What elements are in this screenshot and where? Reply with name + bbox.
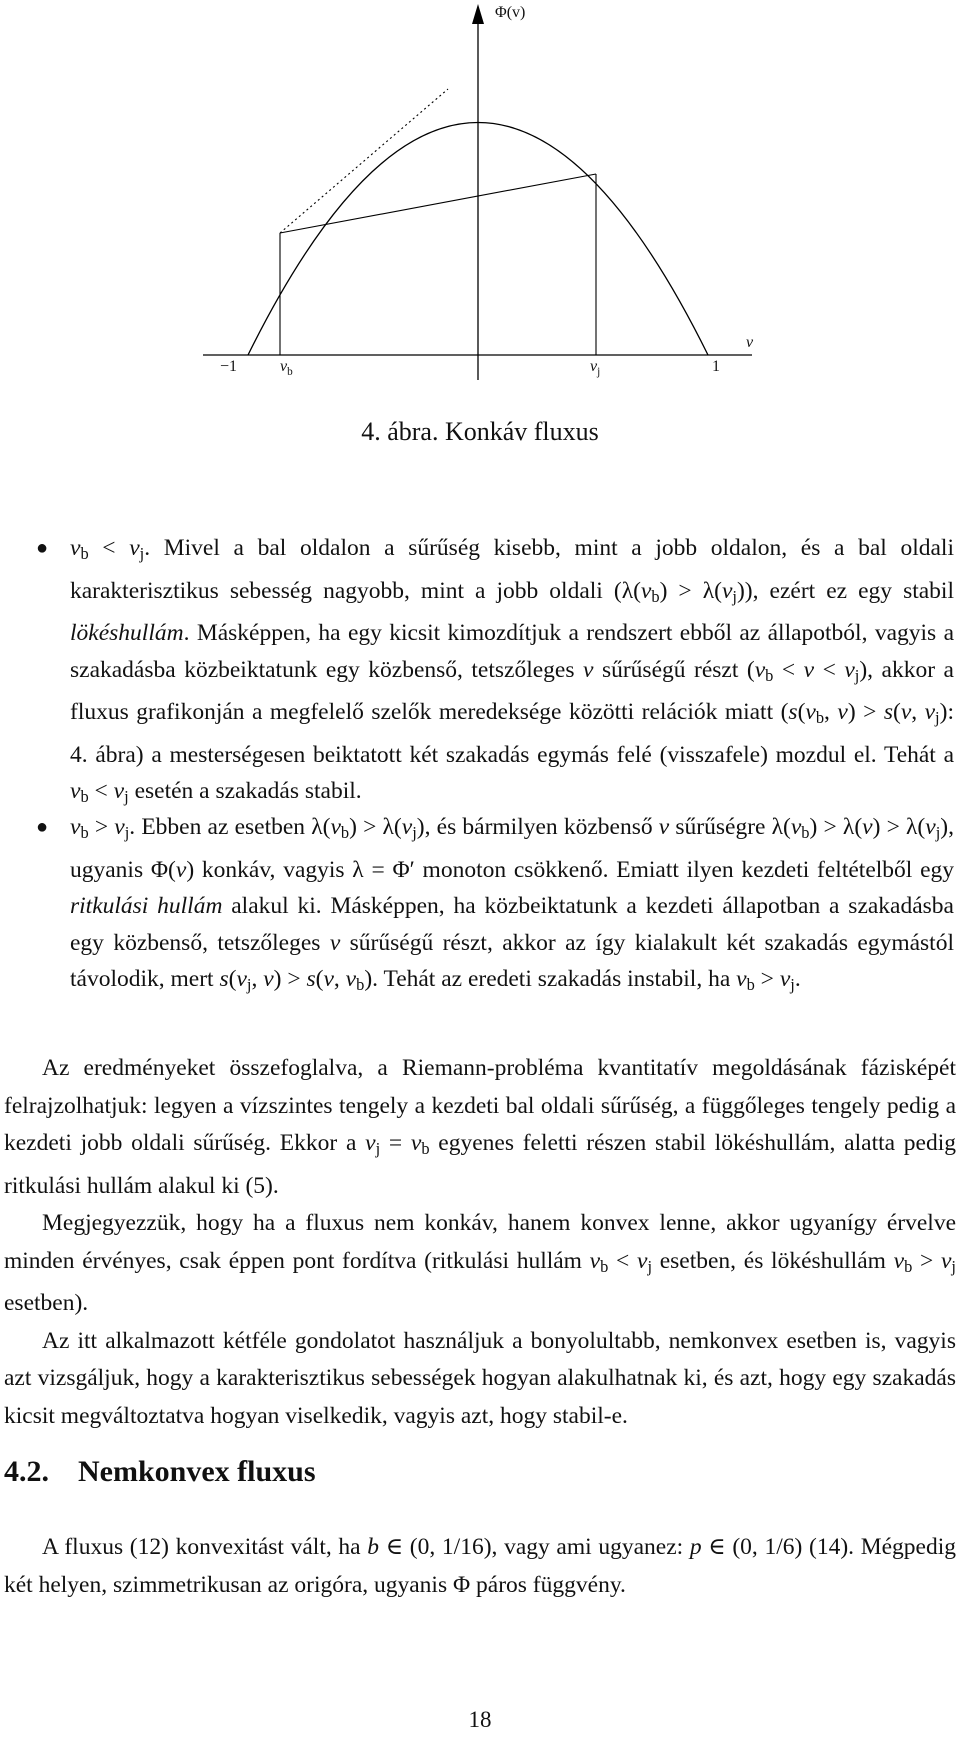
tick-minus-one: −1 (220, 358, 238, 375)
paragraph-convex-note: Megjegyezzük, hogy ha a fluxus nem konkáv, hanem konvex lenne, akkor ugyanígy érvelve minden érvényes, csak éppen pont fordítva (ritkulási hullám $v_b < v_j$ esetben, és lökéshullám $v_b > v_j$ esetben). (4, 1210, 956, 1316)
flux-diagram (0, 0, 960, 400)
x-axis-label: v (746, 334, 754, 351)
dotted-secant (280, 89, 448, 233)
figure-caption: 4. ábra. Konkáv fluxus (361, 417, 599, 446)
paragraph-summary: Az eredményeket összefoglalva, a Riemann-probléma kvantitatív megoldásának fázisképét felrajzolhatjuk: legyen a vízszintes tengely a kezdeti bal oldali sűrűség, a függőleges tengely pedig a kezdeti jobb oldali sűrűség. Ekkor a $v_j = v_b$ egyenes feletti részen stabil lökéshullám, alatta pedig ritkulási hullám alakul ki (5). (4, 1055, 957, 1199)
tick-one: 1 (712, 358, 720, 375)
paragraph-nonconvex: A fluxus (12) konvexitást vált, ha b ∈ (0, 1/16), vagy ami ugyanez: p ∈ (0, 1/6) (14). Mégpedig két helyen, szimmetrikusan az origóra, ugyanis Φ páros függvény. (4, 1534, 956, 1598)
tick-vb: $v_b$ (280, 358, 293, 378)
body-paragraphs (4, 1050, 956, 1435)
y-axis-arrow (472, 4, 484, 24)
section-title: Nemkonvex fluxus (78, 1455, 316, 1488)
tick-vj: $v_j$ (590, 358, 601, 378)
section-number: 4.2. (4, 1455, 49, 1488)
page-number: 18 (468, 1707, 492, 1732)
y-axis-label: Φ(v) (495, 4, 526, 21)
bullet-dot-2: ● (36, 816, 49, 838)
paragraph-methods: Az itt alkalmazott kétféle gondolatot használjuk a bonyolultabb, nemkonvex esetben is, vagyis azt vizsgáljuk, hogy a karakterisztikus sebességek hogyan alakulhatnak ki, és azt, hogy egy szakadás kicsit megváltoztatva hogyan viselkedik, vagyis azt, hogy stabil-e. (4, 1327, 956, 1429)
bullet-dot-1: ● (36, 537, 49, 559)
bullet-item-1: $v_b < v_j$. Mivel a bal oldalon a sűrűség kisebb, mint a jobb oldalon, és a bal oldali karakterisztikus sebesség nagyobb, mint a jobb oldali $(\lambda(v_b) > \lambda(v_j))$, ezért ez egy stabil lökéshullám. Másképpen, ha egy kicsit kimozdítjuk a rendszert ebből az állapotból, vagyis a szakadásba közbeiktatunk egy közbenső, tetszőleges v sűrűségű részt $(v_b < v < v_j)$, akkor a fluxus grafikonján a megfelelő szelők meredeksége közötti relációk miatt ($s(v_b$, v) > s(v, $v_j$): 4. ábra) a mesterségesen beiktatott két szakadás egymás felé (visszafele) mozdul el. Tehát a $v_b < v_j$ esetén a szakadás stabil. (70, 535, 954, 806)
section-paragraph (4, 1529, 956, 1604)
figure-concave-flux (0, 0, 960, 400)
section-heading (4, 1455, 316, 1489)
bullet-item-2: $v_b > v_j$. Ebben az esetben $\lambda(v_b) > \lambda(v_j)$, és bármilyen közbenső v sűrűségre $\lambda(v_b) > \lambda(v) > \lambda(v_j)$, ugyanis Φ(v) konkáv, vagyis λ = Φ′ monoton csökkenő. Emiatt ilyen kezdeti feltételből egy ritkulási hullám alakul ki. Másképpen, ha közbeiktatunk a kezdeti állapotban a szakadásba egy közbenső, tetszőleges v sűrűségű részt, akkor az így kialakult két szakadás egymástól távolodik, mert $s(v_j$, v) > s(v, $v_b$). Tehát az eredeti szakadás instabil, ha $v_b > v_j$. (70, 814, 955, 994)
chord-line (280, 174, 596, 233)
